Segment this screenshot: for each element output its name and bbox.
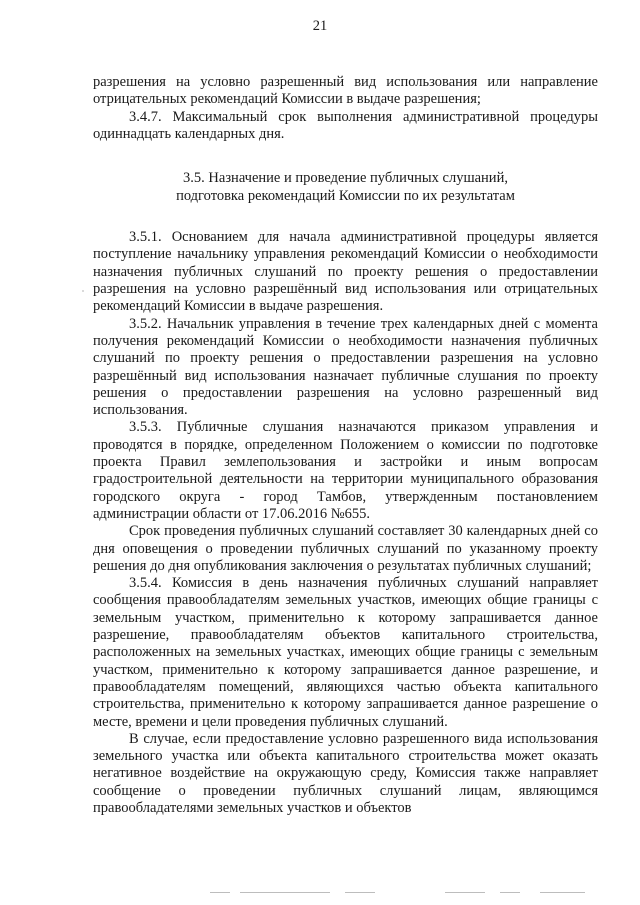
paragraph-3-4-7: 3.4.7. Максимальный срок выполнения административной процедуры одиннадцать календарных дня. xyxy=(93,108,598,142)
paragraph-3-5-2: 3.5.2. Начальник управления в течение трех календарных дней с момента получения рекомендаций Комиссии о необходимости назначения публичных слушаний по проекту решения о предоставлении разрешения на условно разрешённый вид использования назначает публичные слушания по проекту решения о предоставлении разрешения на условно разрешенный вид использования. xyxy=(93,315,598,419)
page-number: 21 xyxy=(312,18,328,34)
section-heading xyxy=(93,169,598,205)
document-body xyxy=(93,74,598,817)
paragraph-3-5-1: 3.5.1. Основанием для начала административной процедуры является поступление начальнику управления рекомендаций Комиссии о необходимости назначения публичных слушаний по проекту решения о предоставлении разрешения на условно разрешённый вид использования или отрицательных рекомендаций Комиссии в выдаче разрешения. xyxy=(93,229,598,315)
section-heading-line-1: 3.5. Назначение и проведение публичных слушаний, xyxy=(183,170,508,187)
paragraph-continuation: разрешения на условно разрешенный вид использования или направление отрицательных рекомендаций Комиссии в выдаче разрешения; xyxy=(93,74,598,108)
paragraph-hearing-period: Срок проведения публичных слушаний составляет 30 календарных дней со дня оповещения о проведении публичных слушаний по указанному проекту решения до дня опубликования заключения о результатах публичных слушаний; xyxy=(93,523,598,574)
paragraph-environmental-impact: В случае, если предоставление условно разрешенного вида использования земельного участка или объекта капитального строительства может оказать негативное воздействие на окружающую среду, Комиссия также направляет сообщение о проведении публичных слушаний лицам, являющимся правообладателями земельных участков и объектов xyxy=(93,730,598,816)
section-heading-line-2: подготовка рекомендаций Комиссии по их результатам xyxy=(176,188,515,205)
paragraph-3-5-4: 3.5.4. Комиссия в день назначения публичных слушаний направляет сообщения правообладателям земельных участков, имеющих общие границы с земельным участком, применительно к которому запрашивается данное разрешение, правообладателям объектов капитального строительства, расположенных на земельных участках, имеющих общие границы с земельным участком, применительно к которому запрашивается данное разрешение, и правообладателям помещений, являющихся частью объекта капитального строительства, применительно к которому запрашивается данное разрешение о месте, времени и цели проведения публичных слушаний. xyxy=(93,575,598,730)
scan-speck xyxy=(82,290,84,292)
scan-footer-marks xyxy=(180,892,600,896)
paragraph-3-5-3: 3.5.3. Публичные слушания назначаются приказом управления и проводятся в порядке, определенном Положением о комиссии по подготовке проекта Правил землепользования и застройки и иным вопросам градостроительной деятельности на территории муниципального образования городского округа - город Тамбов, утвержденным постановлением администрации области от 17.06.2016 №655. xyxy=(93,419,598,522)
